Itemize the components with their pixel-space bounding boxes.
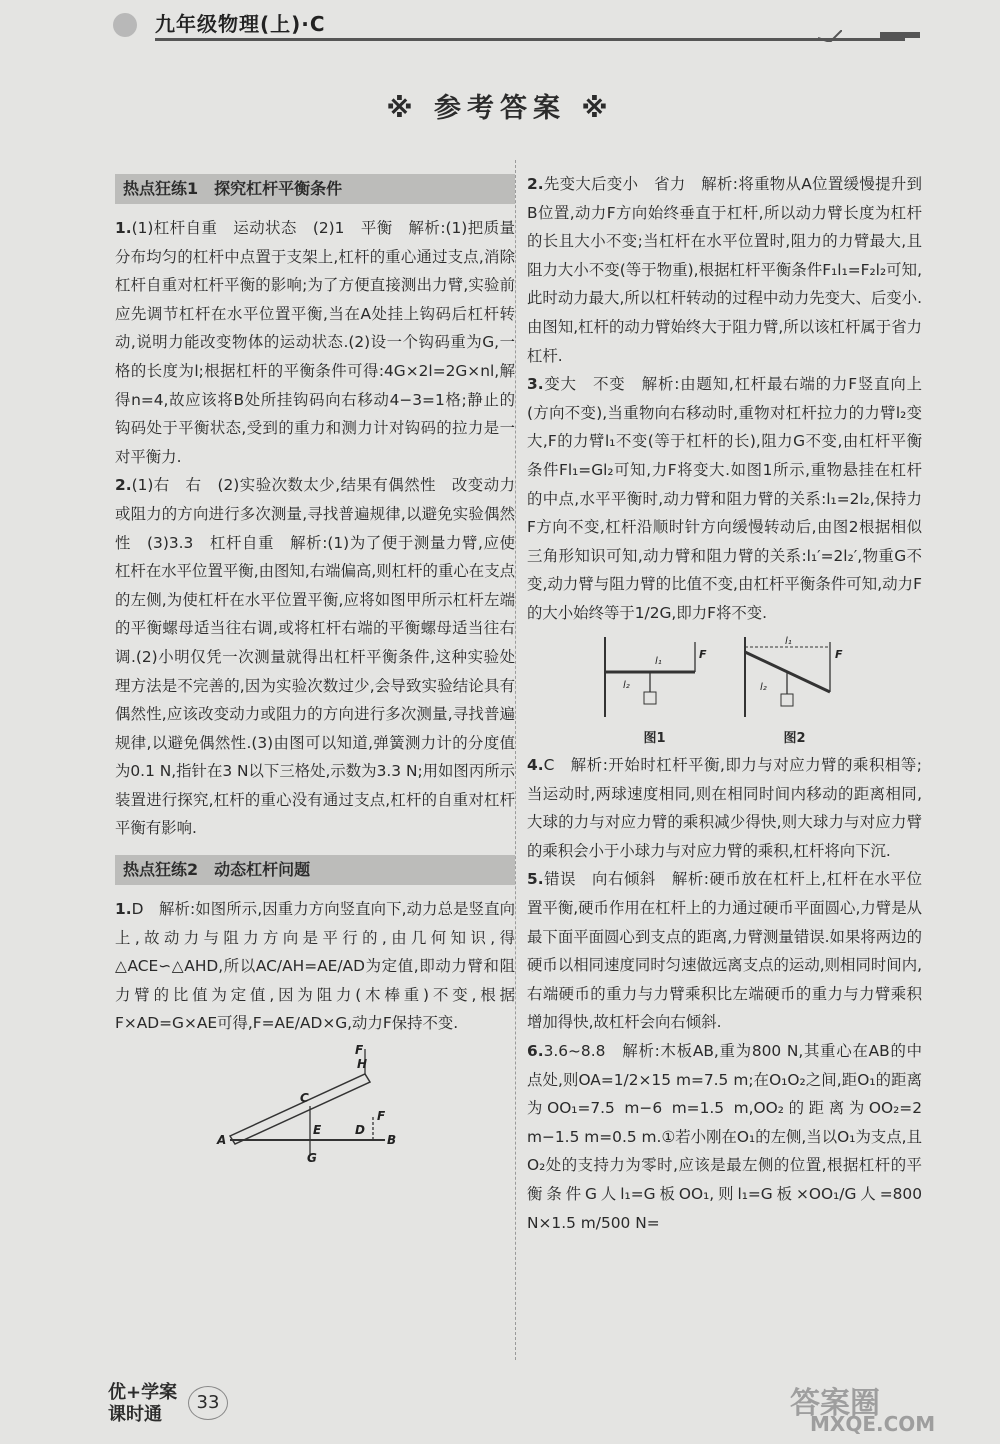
- answer-item: [115, 471, 515, 843]
- item-text: (1)右 右 (2)实验次数太少,结果有偶然性 改变动力或阻力的方向进行多次测量,寻找普遍规律,以避免实验偶然性 (3)3.3 杠杆自重 解析:(1)为了便于测量力臂,应使杠杆在水平位置平衡,由图知,右端偏高,则杠杆的重心在支点的左侧,为使杠杆在水平位置平衡,应将如图甲所示杠杆左端的平衡螺母适当往右调,或将杠杆右端的平衡螺母适当往右调.(2)小明仅凭一次测量就得出杠杆平衡条件,这种实验处理方法是不完善的,因为实验次数过少,会导致实验结论具有偶然性,应该改变动力或阻力的方向进行多次测量,寻找普遍规律,以避免偶然性.(3)由图可以知道,弹簧测力计的分度值为0.1 N,指针在3 N以下三格处,示数为3.3 N;用如图丙所示装置进行探究,杠杆的重心没有通过支点,杠杆的自重对杠杆平衡有影响.: [115, 476, 515, 838]
- svg-text:H: H: [357, 1057, 368, 1072]
- figure-1-caption: 图1: [643, 731, 666, 747]
- item-text: 错误 向右倾斜 解析:硬币放在杠杆上,杠杆在水平位置平衡,硬币作用在杠杆上的力通过硬币平面圆心,力臂是从最下面平面圆心到支点的距离,力臂测量错误.如果将两边的硬币以相同速度同时匀速做远离支点的运动,则相同时间内,右端硬币的重力与力臂乘积比左端硬币的重力与力臂乘积增加得快,故杠杆会向右倾斜.: [527, 870, 922, 1032]
- item-number: 2.: [527, 175, 544, 193]
- item-number: 1.: [115, 900, 132, 919]
- logo-line-2: 课时通: [108, 1404, 162, 1425]
- right-column: [527, 170, 922, 1237]
- lever-diagram-2: [735, 632, 855, 722]
- item-number: 3.: [527, 375, 544, 394]
- svg-text:A: A: [217, 1133, 227, 1148]
- item-number: 2.: [115, 476, 132, 495]
- figure-2-caption: 图2: [783, 731, 806, 747]
- lever-diagram-1: [595, 632, 715, 722]
- section-heading: 热点狂练1 探究杠杆平衡条件: [115, 174, 515, 204]
- header-circle-icon: [113, 13, 137, 37]
- answer-item: [527, 170, 922, 370]
- answer-item: [527, 865, 922, 1037]
- svg-text:l₁: l₁: [654, 655, 662, 667]
- answer-item: [527, 751, 922, 865]
- item-text: 变大 不变 解析:由题知,杠杆最右端的力F竖直向上(方向不变),当重物向右移动时,重物对杠杆拉力的力臂l₂变大,F的力臂l₁不变(等于杠杆的长),阻力G不变,由杠杆平衡条件Fl₁=Gl₂可知,力F将变大.如图1所示,重物悬挂在杠杆的中点,水平平衡时,动力臂和阻力臂的关系:l₁=2l₂,保持力F方向不变,杠杆沿顺时针方向缓慢转动后,由图2根据相似三角形知识可知,动力臂和阻力臂的关系:l₁′=2l₂′,物重G不变,动力臂与阻力臂的比值不变,由杠杆平衡条件可知,动力F的大小始终等于1/2G,即力F将不变.: [527, 375, 922, 622]
- answer-item: [115, 214, 515, 471]
- item-text: 先变大后变小 省力 解析:将重物从A位置缓慢提升到B位置,动力F方向始终垂直于杠杆,所以动力臂长度为杠杆的长且大小不变;当杠杆在水平位置时,阻力的力臂最大,且阻力大小不变(等于物重),根据杠杆平衡条件F₁l₁=F₂l₂可知,此时动力最大,所以杠杆转动的过程中动力先变大、后变小.由图知,杠杆的动力臂始终大于阻力臂,所以该杠杆属于省力杠杆.: [527, 175, 922, 365]
- svg-text:F: F: [377, 1109, 386, 1124]
- page-header: [0, 0, 1000, 52]
- left-column: [115, 170, 515, 1170]
- item-text: (1)杠杆自重 运动状态 (2)1 平衡 解析:(1)把质量分布均匀的杠杆中点置于支架上,杠杆的重心通过支点,消除杠杆自重对杠杆平衡的影响;为了方便直接测出力臂,实验前应先调节杠杆在水平位置平衡,当在A处挂上钩码后杠杆转动,说明力能改变物体的运动状态.(2)设一个钩码重为G,一格的长度为l;根据杠杆的平衡条件可得:4G×2l=2G×nl,解得n=4,故应该将B处所挂钩码向右移动4−3=1格;静止的钩码处于平衡状态,受到的重力和测力计对钩码的拉力是一对平衡力.: [115, 219, 515, 466]
- item-text: D 解析:如图所示,因重力方向竖直向下,动力总是竖直向上,故动力与阻力方向是平行的,由几何知识,得△ACE∽△AHD,所以AC/AH=AE/AD为定值,即动力臂和阻力臂的比值为定值,因为阻力(木棒重)不变,根据F×AD=G×AE可得,F=AE/AD×G,动力F保持不变.: [115, 900, 515, 1033]
- svg-text:D: D: [355, 1123, 365, 1138]
- svg-text:B: B: [387, 1133, 397, 1148]
- page-number: 33: [188, 1386, 228, 1420]
- item-number: 6.: [527, 1042, 544, 1061]
- svg-text:E: E: [313, 1123, 322, 1138]
- svg-text:l₁: l₁: [784, 635, 792, 647]
- answer-item: [115, 895, 515, 1038]
- svg-text:C: C: [300, 1091, 309, 1106]
- item-text: C 解析:开始时杠杆平衡,即力与对应力臂的乘积相等;当运动时,两球速度相同,则在相同时间内移动的距离相同,大球的力与对应力臂的乘积减少得快,则大球力与对应力臂的乘积会小于小球力与对应力臂的乘积,杠杆将向下沉.: [527, 756, 922, 860]
- footer-logo: [108, 1382, 177, 1426]
- item-number: 4.: [527, 756, 544, 775]
- section-heading: 热点狂练2 动态杠杆问题: [115, 855, 515, 885]
- watermark-url: MXQE.COM: [810, 1412, 936, 1436]
- figure-1: [595, 632, 715, 748]
- figure-2: [735, 632, 855, 748]
- header-rule: [155, 38, 905, 41]
- column-divider: [515, 160, 516, 1360]
- lever-triangle-diagram: [215, 1044, 415, 1164]
- header-tick: [880, 32, 920, 38]
- header-notch-icon: [818, 30, 842, 42]
- svg-text:F: F: [834, 647, 843, 661]
- svg-text:G: G: [307, 1151, 317, 1165]
- svg-text:l₂: l₂: [759, 681, 767, 693]
- answer-item: [527, 370, 922, 627]
- svg-text:F: F: [355, 1044, 364, 1058]
- logo-line-1: 优+学案: [108, 1382, 178, 1403]
- page-footer: [108, 1380, 268, 1430]
- svg-text:l₂: l₂: [622, 679, 630, 691]
- item-text: 3.6~8.8 解析:木板AB,重为800 N,其重心在AB的中点处,则OA=1/2×15 m=7.5 m;在O₁O₂之间,距O₁的距离为OO₁=7.5 m−6 m=1.5 m,OO₂的距离为OO₂=2 m−1.5 m=0.5 m.①若小刚在O₁的左侧,当以O₁为支点,且O₂处的支持力为零时,应该是最左侧的位置,根据杠杆的平衡条件G人l₁=G板OO₁,则l₁=G板×OO₁/G人=800 N×1.5 m/500 N=: [527, 1042, 922, 1232]
- answer-item: [527, 1037, 922, 1237]
- watermark-text: 答案圈: [790, 1386, 880, 1421]
- book-title: 九年级物理(上)·C: [155, 12, 326, 36]
- svg-text:F: F: [698, 647, 707, 661]
- page-title: ※ 参考答案 ※: [386, 93, 614, 124]
- lever-figures: [527, 632, 922, 748]
- item-number: 5.: [527, 870, 544, 889]
- item-number: 1.: [115, 219, 132, 237]
